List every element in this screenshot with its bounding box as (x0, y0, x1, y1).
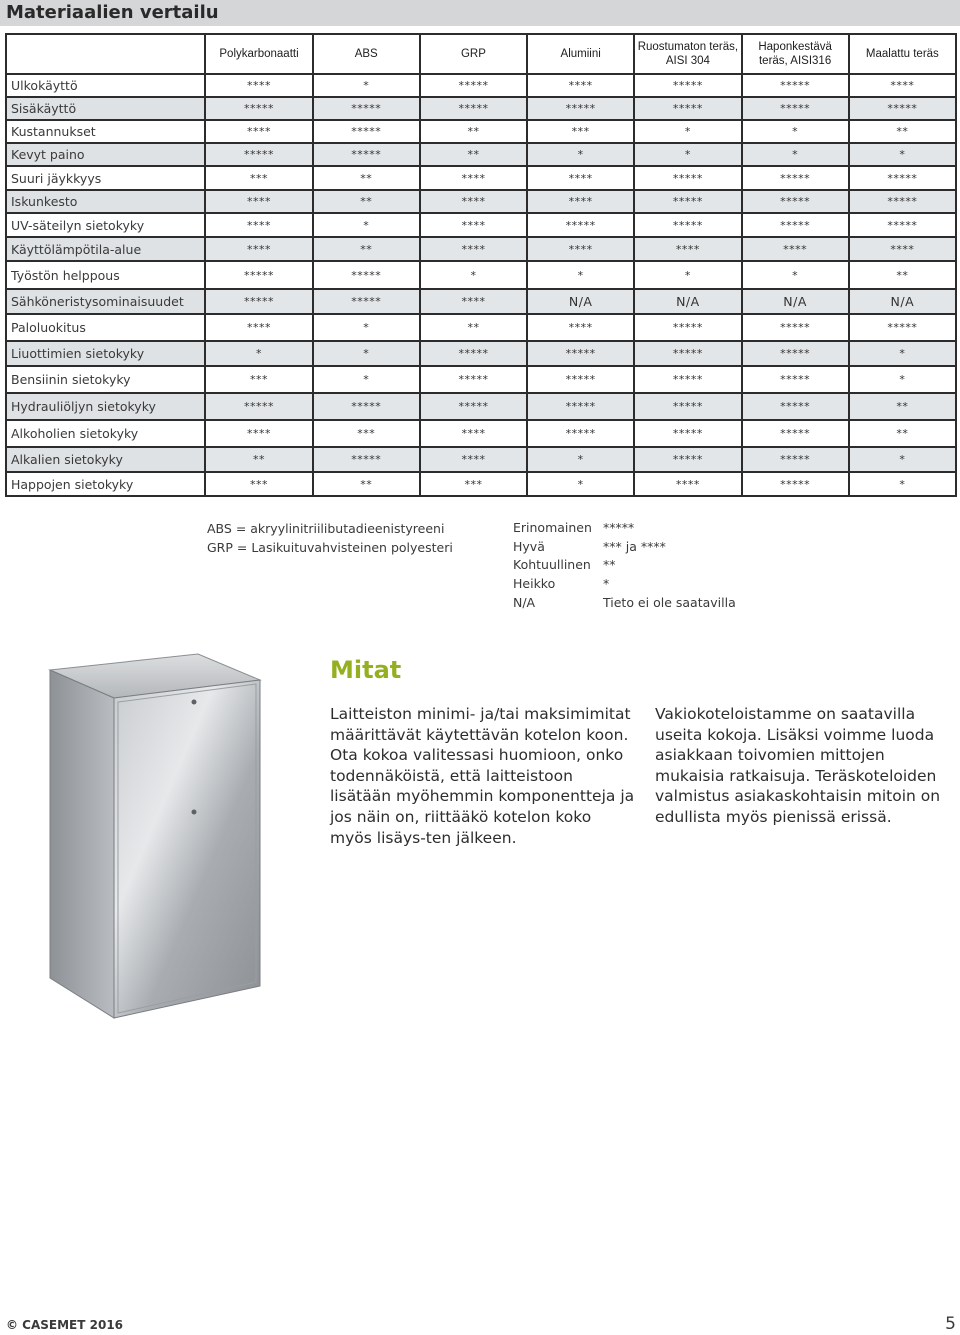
rating-cell: * (849, 341, 956, 366)
rating-cell: ** (420, 143, 527, 166)
rating-cell: ** (849, 420, 956, 447)
rating-cell: ***** (634, 366, 741, 393)
table-row (6, 190, 956, 213)
rating-cell: * (205, 341, 312, 366)
rating-cell: **** (205, 237, 312, 261)
rating-cell: **** (205, 190, 312, 213)
table-row (6, 166, 956, 190)
rating-cell: **** (420, 420, 527, 447)
row-label: Sisäkäyttö (6, 97, 205, 120)
rating-cell: **** (527, 237, 634, 261)
page-title: Materiaalien vertailu (6, 2, 219, 23)
rating-cell: N/A (742, 289, 849, 314)
rating-cell: ** (313, 166, 420, 190)
column-header: Haponkestävä teräs, AISI316 (742, 34, 849, 74)
rating-cell: ***** (420, 97, 527, 120)
rating-cell: * (313, 213, 420, 237)
rating-cell: ***** (742, 447, 849, 472)
rating-cell: ***** (634, 420, 741, 447)
column-header: Alumiini (527, 34, 634, 74)
rating-cell: * (313, 366, 420, 393)
rating-cell: ***** (205, 97, 312, 120)
legend-label: Hyvä (513, 538, 545, 554)
rating-cell: ***** (420, 74, 527, 97)
rating-cell: ***** (742, 74, 849, 97)
rating-cell: * (849, 447, 956, 472)
rating-cell: * (634, 120, 741, 143)
rating-cell: ** (313, 237, 420, 261)
legend-value: *** ja **** (603, 538, 666, 554)
rating-cell: * (742, 143, 849, 166)
rating-cell: * (527, 447, 634, 472)
row-label: Alkoholien sietokyky (6, 420, 205, 447)
rating-cell: **** (527, 166, 634, 190)
rating-cell: *** (205, 366, 312, 393)
rating-cell: * (527, 261, 634, 289)
legend-value: ***** (603, 520, 635, 535)
rating-cell: ***** (527, 366, 634, 393)
table-row (6, 74, 956, 97)
rating-cell: N/A (849, 289, 956, 314)
rating-cell: * (527, 143, 634, 166)
table-row (6, 366, 956, 393)
table-row (6, 143, 956, 166)
rating-cell: **** (420, 237, 527, 261)
rating-cell: ***** (849, 314, 956, 341)
rating-cell: **** (420, 190, 527, 213)
rating-cell: ** (205, 447, 312, 472)
table-row (6, 97, 956, 120)
rating-cell: ***** (634, 166, 741, 190)
table-row (6, 420, 956, 447)
rating-cell: *** (313, 420, 420, 447)
rating-cell: ***** (742, 366, 849, 393)
table-row (6, 447, 956, 472)
rating-cell: **** (420, 289, 527, 314)
rating-cell: ***** (849, 166, 956, 190)
table-corner-cell (6, 34, 205, 74)
row-label: Ulkokäyttö (6, 74, 205, 97)
table-row (6, 472, 956, 496)
rating-cell: ***** (313, 120, 420, 143)
rating-cell: ***** (742, 314, 849, 341)
page-number: 5 (945, 1314, 956, 1334)
rating-cell: **** (527, 190, 634, 213)
legend-label: N/A (513, 594, 536, 610)
section-title: Mitat (330, 656, 402, 684)
rating-cell: ** (849, 393, 956, 420)
abbreviation-grp: GRP = Lasikuituvahvisteinen polyesteri (207, 540, 453, 555)
rating-cell: ***** (205, 393, 312, 420)
rating-cell: ***** (527, 393, 634, 420)
rating-cell: * (634, 143, 741, 166)
rating-cell: ** (420, 120, 527, 143)
rating-cell: **** (205, 420, 312, 447)
rating-cell: ***** (420, 393, 527, 420)
rating-cell: ***** (742, 393, 849, 420)
table-header-row (6, 34, 956, 74)
rating-cell: ***** (742, 472, 849, 496)
column-header: Ruostumaton teräs, AISI 304 (634, 34, 741, 74)
rating-cell: ***** (313, 97, 420, 120)
rating-cell: **** (205, 120, 312, 143)
rating-cell: ***** (742, 341, 849, 366)
rating-cell: ***** (742, 213, 849, 237)
rating-cell: **** (634, 472, 741, 496)
rating-cell: ***** (634, 74, 741, 97)
legend-value: * (603, 576, 610, 592)
rating-cell: * (849, 143, 956, 166)
rating-cell: ***** (527, 341, 634, 366)
rating-cell: **** (527, 74, 634, 97)
row-label: Liuottimien sietokyky (6, 341, 205, 366)
rating-cell: **** (849, 237, 956, 261)
rating-cell: ***** (313, 143, 420, 166)
rating-cell: N/A (527, 289, 634, 314)
row-label: Sähköneristysominaisuudet (6, 289, 205, 314)
table-row (6, 289, 956, 314)
row-label: Hydrauliöljyn sietokyky (6, 393, 205, 420)
materials-comparison-table (5, 33, 957, 497)
legend-row (513, 594, 736, 613)
abbreviation-abs: ABS = akryylinitriilibutadieenistyreeni (207, 521, 445, 536)
steel-cabinet-image (48, 650, 280, 1022)
column-header: Polykarbonaatti (205, 34, 312, 74)
rating-cell: *** (420, 472, 527, 496)
section-text-right: Vakiokoteloistamme on saatavilla useita kokoja. Lisäksi voimme luoda asiakkaan toivomien mittojen mukaisia ratkaisuja. Teräskoteloiden valmistus asiakaskohtaisin mitoin on edullista myös pienissä erissä. (655, 705, 941, 826)
rating-cell: **** (420, 166, 527, 190)
title-bar (0, 0, 960, 26)
legend-value: ** (603, 557, 616, 573)
rating-cell: ** (313, 190, 420, 213)
rating-cell: ***** (634, 213, 741, 237)
rating-cell: **** (849, 74, 956, 97)
rating-cell: * (313, 341, 420, 366)
rating-cell: * (742, 120, 849, 143)
rating-cell: ***** (420, 366, 527, 393)
rating-cell: ***** (742, 166, 849, 190)
rating-cell: ***** (634, 393, 741, 420)
rating-cell: ** (313, 472, 420, 496)
rating-cell: * (420, 261, 527, 289)
rating-cell: ***** (742, 420, 849, 447)
row-label: Alkalien sietokyky (6, 447, 205, 472)
rating-cell: **** (742, 237, 849, 261)
row-label: Kevyt paino (6, 143, 205, 166)
rating-cell: **** (420, 447, 527, 472)
row-label: Kustannukset (6, 120, 205, 143)
rating-cell: ***** (313, 289, 420, 314)
table-row (6, 261, 956, 289)
rating-cell: ***** (634, 314, 741, 341)
table-row (6, 213, 956, 237)
row-label: Iskunkesto (6, 190, 205, 213)
rating-cell: ** (849, 120, 956, 143)
rating-cell: **** (205, 213, 312, 237)
legend-label: Erinomainen (513, 520, 592, 535)
legend-row (513, 556, 736, 575)
rating-cell: * (849, 472, 956, 496)
rating-cell: **** (205, 74, 312, 97)
footer-copyright: © CASEMET 2016 (6, 1318, 124, 1332)
rating-cell: ***** (313, 261, 420, 289)
rating-cell: *** (205, 166, 312, 190)
rating-cell: ***** (527, 420, 634, 447)
rating-cell: ***** (313, 447, 420, 472)
row-label: UV-säteilyn sietokyky (6, 213, 205, 237)
rating-cell: ***** (205, 289, 312, 314)
rating-cell: ***** (849, 213, 956, 237)
legend-label: Kohtuullinen (513, 557, 591, 573)
rating-cell: * (527, 472, 634, 496)
rating-cell: ***** (634, 447, 741, 472)
legend-value: Tieto ei ole saatavilla (603, 594, 736, 610)
table-row (6, 393, 956, 420)
rating-cell: **** (420, 213, 527, 237)
row-label: Käyttölämpötila-alue (6, 237, 205, 261)
legend-row (513, 575, 736, 594)
rating-cell: * (634, 261, 741, 289)
rating-cell: ***** (849, 97, 956, 120)
legend-row (513, 519, 736, 538)
rating-cell: **** (634, 237, 741, 261)
legend-label: Heikko (513, 576, 556, 592)
column-header: ABS (313, 34, 420, 74)
column-header: Maalattu teräs (849, 34, 956, 74)
rating-cell: ***** (420, 341, 527, 366)
row-label: Paloluokitus (6, 314, 205, 341)
rating-cell: *** (205, 472, 312, 496)
rating-cell: ***** (742, 190, 849, 213)
rating-cell: * (849, 366, 956, 393)
rating-cell: * (313, 74, 420, 97)
rating-cell: *** (527, 120, 634, 143)
rating-cell: ***** (634, 190, 741, 213)
table-row (6, 237, 956, 261)
row-label: Bensiinin sietokyky (6, 366, 205, 393)
rating-cell: ***** (849, 190, 956, 213)
rating-cell: ***** (742, 97, 849, 120)
rating-cell: **** (527, 314, 634, 341)
rating-cell: ** (420, 314, 527, 341)
rating-cell: ***** (313, 393, 420, 420)
rating-cell: N/A (634, 289, 741, 314)
row-label: Happojen sietokyky (6, 472, 205, 496)
rating-cell: ** (849, 261, 956, 289)
comparison-table-wrapper (5, 33, 957, 497)
rating-cell: * (313, 314, 420, 341)
rating-cell: ***** (527, 213, 634, 237)
table-row (6, 120, 956, 143)
rating-cell: ***** (205, 261, 312, 289)
abbreviations (207, 519, 453, 557)
rating-legend (513, 519, 736, 613)
rating-cell: **** (205, 314, 312, 341)
row-label: Työstön helppous (6, 261, 205, 289)
section-text-left: Laitteiston minimi- ja/tai maksimimitat määrittävät käytettävän kotelon koon. Ota kokoa valitessasi huomioon, onko todennäköistä, että laitteistoon lisätään myöhemmin komponentteja ja jos näin on, riittääkö kotelon koko myös lisäys-ten jälkeen. (330, 705, 635, 847)
rating-cell: * (742, 261, 849, 289)
rating-cell: ***** (527, 97, 634, 120)
table-body (6, 74, 956, 496)
rating-cell: ***** (634, 341, 741, 366)
column-header: GRP (420, 34, 527, 74)
row-label: Suuri jäykkyys (6, 166, 205, 190)
rating-cell: ***** (634, 97, 741, 120)
rating-cell: ***** (205, 143, 312, 166)
legend-row (513, 538, 736, 557)
table-row (6, 314, 956, 341)
table-row (6, 341, 956, 366)
